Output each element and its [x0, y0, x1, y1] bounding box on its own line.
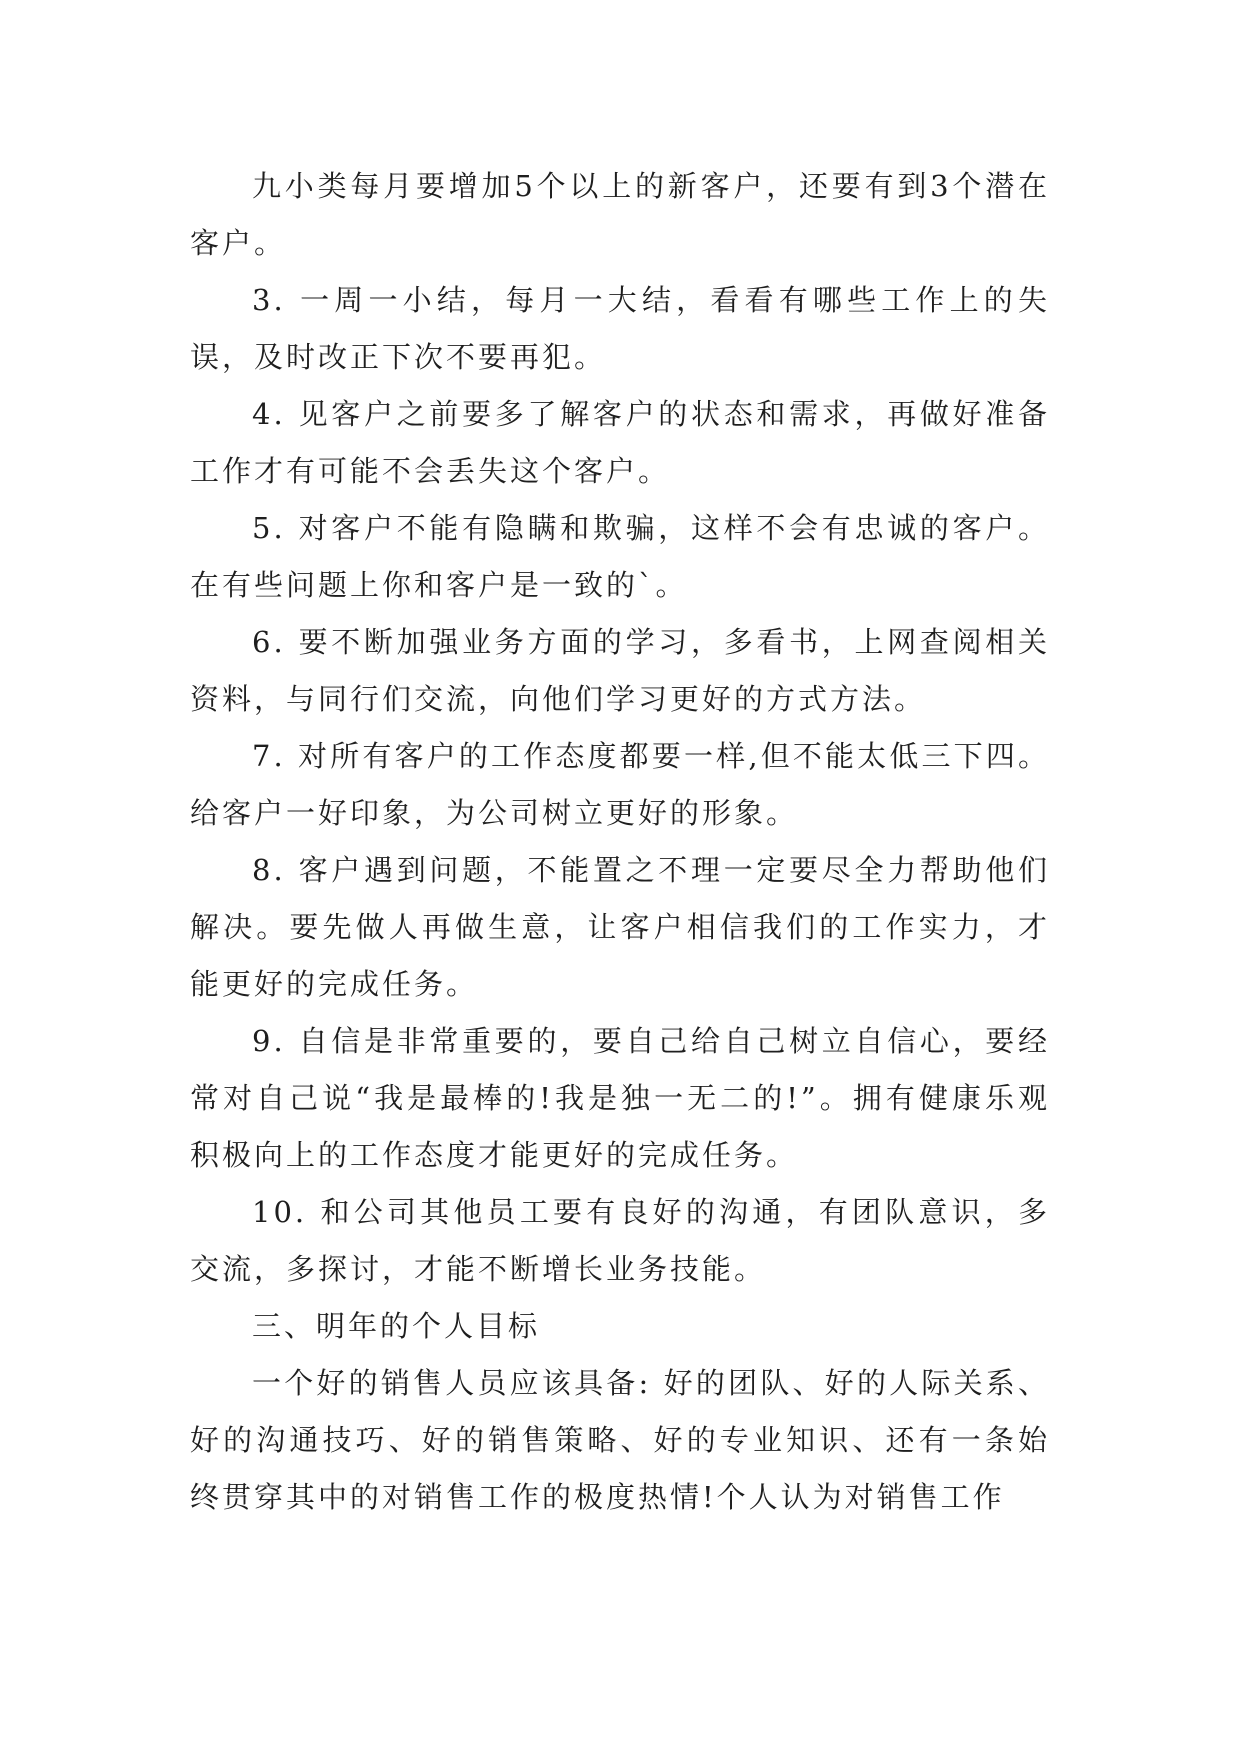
paragraph-item-5: 5. 对客户不能有隐瞒和欺骗，这样不会有忠诚的客户。在有些问题上你和客户是一致的`。 [190, 511, 1050, 602]
paragraph-good-salesperson: 一个好的销售人员应该具备: 好的团队、好的人际关系、好的沟通技巧、好的销售策略、好的专业知识、还有一条始终贯穿其中的对销售工作的极度热情!个人认为对销售工作 [190, 1366, 1050, 1514]
paragraph-new-clients: 九小类每月要增加5个以上的新客户，还要有到3个潜在客户。 [190, 169, 1050, 260]
document-body [190, 158, 1050, 1526]
paragraph-item-4: 4. 见客户之前要多了解客户的状态和需求，再做好准备工作才有可能不会丢失这个客户。 [190, 397, 1050, 488]
section-heading-next-year-goals: 三、明年的个人目标 [252, 1309, 541, 1343]
paragraph-item-7: 7. 对所有客户的工作态度都要一样,但不能太低三下四。给客户一好印象，为公司树立更好的形象。 [190, 739, 1050, 830]
paragraph-item-8: 8. 客户遇到问题，不能置之不理一定要尽全力帮助他们解决。要先做人再做生意，让客户相信我们的工作实力，才能更好的完成任务。 [190, 853, 1050, 1001]
paragraph-item-6: 6. 要不断加强业务方面的学习，多看书，上网查阅相关资料，与同行们交流，向他们学习更好的方式方法。 [190, 625, 1050, 716]
paragraph-item-3: 3. 一周一小结，每月一大结，看看有哪些工作上的失误，及时改正下次不要再犯。 [190, 283, 1050, 374]
paragraph-item-10: 10. 和公司其他员工要有良好的沟通，有团队意识，多交流，多探讨，才能不断增长业务技能。 [190, 1195, 1050, 1286]
paragraph-item-9: 9. 自信是非常重要的，要自己给自己树立自信心，要经常对自己说“我是最棒的!我是独一无二的!”。拥有健康乐观积极向上的工作态度才能更好的完成任务。 [190, 1024, 1050, 1172]
